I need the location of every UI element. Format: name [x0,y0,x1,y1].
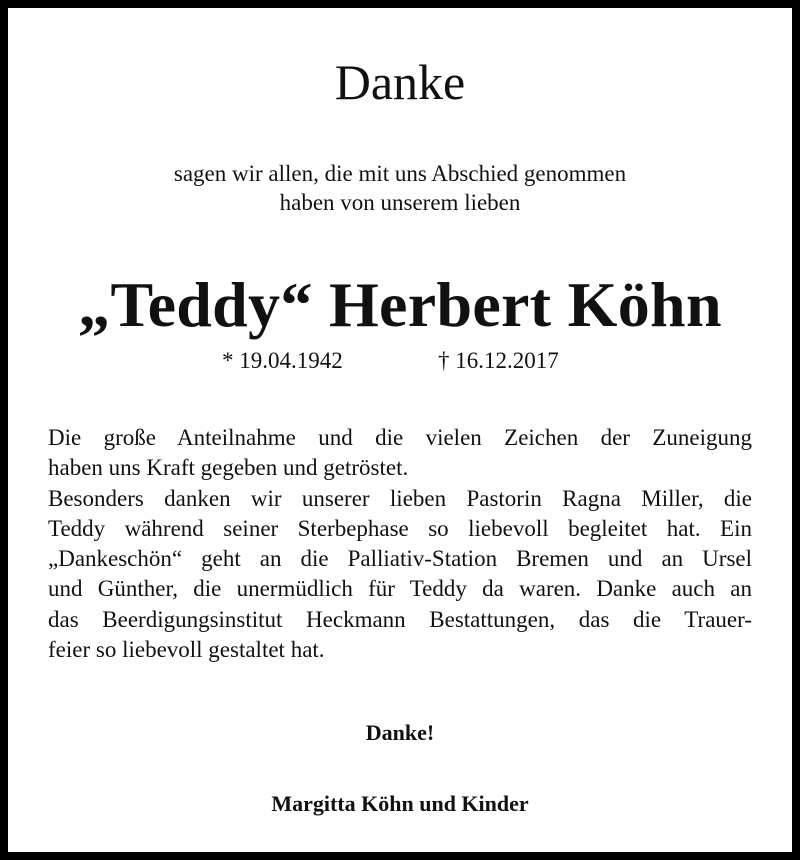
signature: Margitta Köhn und Kinder [271,791,529,816]
intro-line: haben von unserem lieben [279,190,521,215]
birth-date: * 19.04.1942 [222,348,343,373]
body-line: das Beerdigungsinstitut Heckmann Bestattungen, das die Trauer- [48,606,752,632]
body-line: haben uns Kraft gegeben und getröstet. [48,455,409,481]
intro-text [8,159,792,217]
death-date: † 16.12.2017 [438,348,559,373]
body-line: „Dankeschön“ geht an die Palliativ-Station Bremen und an Ursel [48,546,752,572]
body-line: und Günther, die unermüdlich für Teddy da waren. Danke auch an [48,576,752,602]
thank-you-body [48,423,752,665]
deceased-name: „Teddy“ Herbert Köhn [78,269,722,340]
body-line: Die große Anteilnahme und die vielen Zeichen der Zuneigung [48,425,752,450]
intro-line: sagen wir allen, die mit uns Abschied genommen [173,161,627,186]
notice-heading: Danke [334,54,466,110]
closing-thanks: Danke! [365,720,435,745]
body-line: Teddy während seiner Sterbephase so liebevoll begleitet hat. Ein [48,515,752,541]
body-line: feier so liebevoll gestaltet hat. [48,637,325,663]
body-line: Besonders danken wir unserer lieben Pastorin Ragna Miller, die [48,485,752,511]
